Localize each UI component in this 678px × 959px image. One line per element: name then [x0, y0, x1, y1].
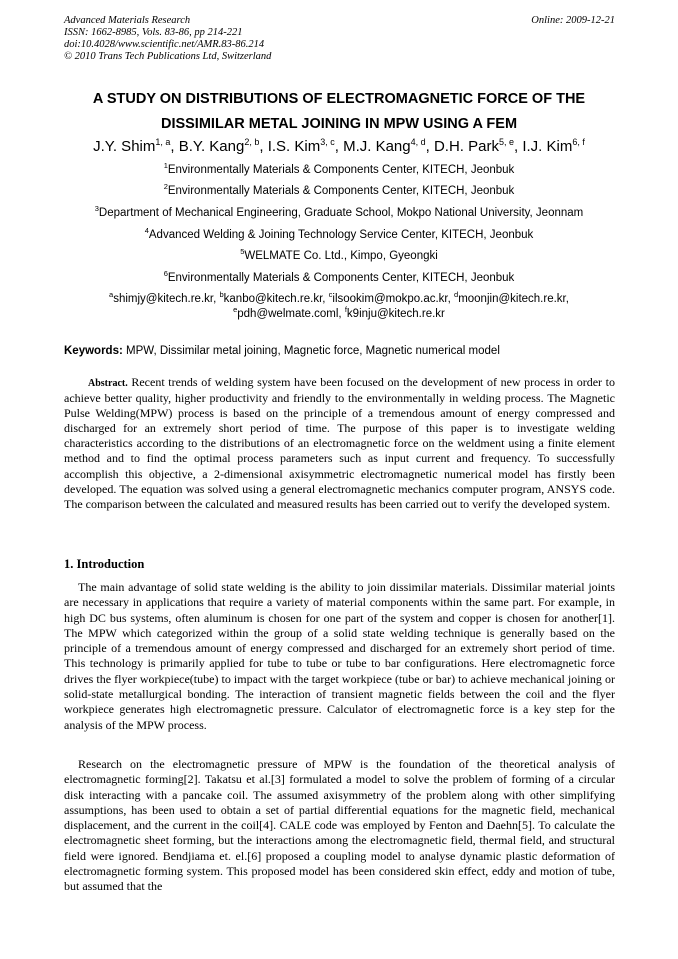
affiliation-6: [20, 271, 658, 285]
author-affil-mark: 3, c: [320, 137, 335, 147]
affiliation-1: [20, 163, 658, 177]
author-affil-mark: 4, d: [410, 137, 426, 147]
paper-title-line-2: DISSIMILAR METAL JOINING IN MPW USING A FEM: [160, 116, 518, 132]
affiliation-number: 1: [163, 161, 168, 170]
paper-title-line-1: A STUDY ON DISTRIBUTIONS OF ELECTROMAGNETIC FORCE OF THE: [92, 91, 586, 107]
affiliation-text: Department of Mechanical Engineering, Graduate School, Mokpo National University, Jeonnam: [98, 207, 584, 219]
affiliation-number: 3: [94, 204, 99, 213]
affiliation-text: Advanced Welding & Joining Technology Service Center, KITECH, Jeonbuk: [148, 229, 534, 241]
affiliation-number: 4: [144, 226, 149, 235]
email-line-2: [20, 307, 658, 321]
author-name: D.H. Park: [433, 138, 499, 155]
journal-doi: doi:10.4028/www.scientific.net/AMR.83-86.214: [64, 39, 265, 50]
section-heading-introduction: 1. Introduction: [64, 557, 145, 571]
email-mark: f: [344, 305, 347, 314]
email-mark: b: [219, 290, 224, 299]
email-address: pdh@welmate.coml,: [237, 308, 345, 320]
online-date: Online: 2009-12-21: [531, 15, 615, 26]
affiliation-text: WELMATE Co. Ltd., Kimpo, Gyeongki: [244, 250, 438, 262]
affiliation-2: [20, 184, 658, 198]
affiliation-number: 6: [163, 269, 168, 278]
author-name: I.S. Kim: [267, 138, 321, 155]
email-address: ilsookim@mokpo.ac.kr,: [332, 293, 455, 305]
affiliation-text: Environmentally Materials & Components Center, KITECH, Jeonbuk: [167, 272, 515, 284]
author-separator: ,: [514, 138, 523, 155]
keywords: [64, 344, 500, 358]
author-affil-mark: 5, e: [498, 137, 514, 147]
email-address: shimjy@kitech.re.kr,: [113, 293, 220, 305]
email-mark: a: [109, 290, 114, 299]
author-affil-mark: 2, b: [244, 137, 260, 147]
email-address: k9inju@kitech.re.kr: [346, 308, 445, 320]
author-list: [30, 138, 648, 156]
affiliation-5: [20, 249, 658, 263]
affiliation-4: [20, 228, 658, 242]
abstract-text: Recent trends of welding system have been focused on the development of new process in order to achieve better quality, higher productivity and friendly to the environmentally in welding process. The Magnetic Pulse Welding(MPW) process is based on the principle of a tremendous amount of energy compressed and discharged for an extremely short period of time. The purpose of this paper is to investigate welding characteristics according to the distributions of an electromagnetic force on the weldment using a finite element method and to find the optimal process parameters such as input current and frequency. To successfully accomplish this objective, a 2-dimensional axisymmetric electromagnetic numerical model has firstly been developed. The equation was solved using a general electromagnetic mechanics computer program, ANSYS code. The comparison between the calculated and measured results has been carried out to verify the developed system.: [64, 375, 615, 511]
intro-paragraph-2: Research on the electromagnetic pressure of MPW is the foundation of the theoretical analysis of electromagnetic forming[2]. Takatsu et al.[3] formulated a model to solve the problem of forming of a circular disk interacting with a pancake coil. The assumed axisymmetry of the problem along with other simplifying assumptions, has been used to obtain a set of partial differential equations for the magnetic field, mechanical displacement, and the current in the coil[4]. CALE code was employed by Fenton and Daehn[5]. To calculate the electromagnetic sheet forming, but the interactions among the electromagnetic field, thermal field, and structural field were ignored. Bendjiama et. el.[6] proposed a coupling model to analyse dynamic plastic deformation of electromagnetic forming system. This proposed model has been considered skin effect, eddy and motion of tube, but assumed that the: [64, 757, 615, 894]
author-separator: ,: [334, 138, 344, 155]
email-address: kanbo@kitech.re.kr,: [223, 293, 329, 305]
author-separator: ,: [259, 138, 268, 155]
affiliation-number: 2: [163, 182, 168, 191]
author-separator: ,: [425, 138, 434, 155]
author-name: I.J. Kim: [522, 138, 573, 155]
author-affil-mark: 1, a: [155, 137, 171, 147]
author-name: B.Y. Kang: [178, 138, 245, 155]
affiliation-3: [20, 206, 658, 220]
author-name: M.J. Kang: [343, 138, 411, 155]
abstract: [64, 375, 615, 512]
affiliation-text: Environmentally Materials & Components Center, KITECH, Jeonbuk: [167, 164, 515, 176]
affiliation-number: 5: [240, 247, 245, 256]
journal-name: Advanced Materials Research: [64, 15, 191, 26]
keywords-label: Keywords:: [64, 345, 123, 357]
email-address: moonjin@kitech.re.kr,: [458, 293, 569, 305]
keywords-text: MPW, Dissimilar metal joining, Magnetic force, Magnetic numerical model: [122, 345, 500, 357]
email-line-1: [20, 292, 658, 306]
author-separator: ,: [170, 138, 179, 155]
journal-copyright: © 2010 Trans Tech Publications Ltd, Switzerland: [64, 51, 272, 62]
abstract-label: Abstract.: [88, 378, 128, 389]
journal-issn: ISSN: 1662-8985, Vols. 83-86, pp 214-221: [64, 27, 243, 38]
email-mark: c: [328, 290, 333, 299]
author-affil-mark: 6, f: [572, 137, 585, 147]
journal-header: [64, 15, 271, 63]
affiliation-text: Environmentally Materials & Components Center, KITECH, Jeonbuk: [167, 185, 515, 197]
author-name: J.Y. Shim: [93, 138, 156, 155]
email-mark: e: [233, 305, 238, 314]
email-mark: d: [454, 290, 459, 299]
intro-paragraph-1: The main advantage of solid state welding is the ability to join dissimilar materials. Dissimilar material joints are necessary in applications that require a variety of material components within the same part. For example, in high DC bus systems, often aluminum is chosen for one part of the system and copper is chosen for another[1]. The MPW which categorized within the group of a solid state welding technique is generally based on the principle of a tremendous amount of energy compressed and discharged for an extremely short period of time. This technology is primarily applied for tube to tube or tube to bar configurations. Here electromagnetic force drives the flyer workpiece(tube) to impact with the target workpiece (tube or bar) to achieve mechanical joining or solid-state metallurgical bonding. The interaction of transient magnetic fields between the coil and the flyer workpiece generates high electromagnetic pressure. Calculator of electromagnetic force is a key step for the analysis of the MPW process.: [64, 580, 615, 732]
